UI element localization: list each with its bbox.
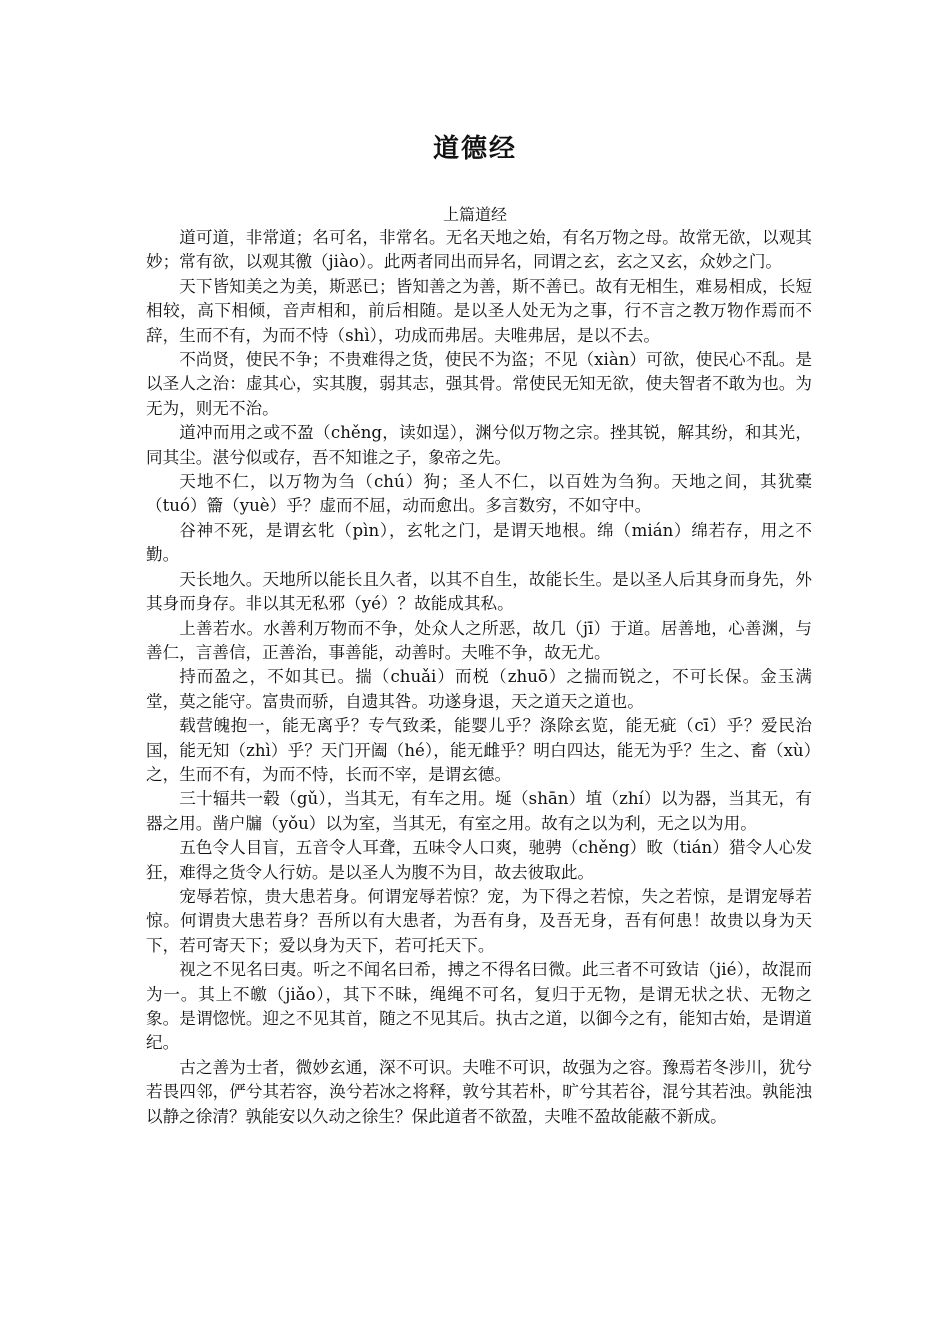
document-body	[146, 226, 812, 1129]
chapter-10-paragraph: 载营魄抱一，能无离乎？专气致柔，能婴儿乎？涤除玄览，能无疵（cī）乎？爱民治国，能无知（zhì）乎？天门开阖（hé），能无雌乎？明白四达，能无为乎？生之、畜（xù）之，生而不有，为而不恃，长而不宰，是谓玄德。	[146, 716, 812, 784]
chapter-8-paragraph: 上善若水。水善利万物而不争，处众人之所恶，故几（jī）于道。居善地，心善渊，与善仁，言善信，正善治，事善能，动善时。夫唯不争，故无尤。	[146, 618, 812, 662]
chapter-6-paragraph: 谷神不死，是谓玄牝（pìn），玄牝之门，是谓天地根。绵（mián）绵若存，用之不勤。	[146, 520, 812, 565]
section-heading: 上篇道经	[442, 205, 507, 224]
chapter-1-paragraph: 道可道，非常道；名可名，非常名。无名天地之始，有名万物之母。故常无欲，以观其妙；常有欲，以观其徼（jiào）。此两者同出而异名，同谓之玄，玄之又玄，众妙之门。	[146, 228, 812, 272]
chapter-11-paragraph: 三十辐共一毂（gǔ），当其无，有车之用。埏（shān）埴（zhí）以为器，当其无，有器之用。凿户牖（yǒu）以为室，当其无，有室之用。故有之以为利，无之以为用。	[146, 789, 812, 833]
chapter-13-paragraph: 宠辱若惊，贵大患若身。何谓宠辱若惊？宠，为下得之若惊，失之若惊，是谓宠辱若惊。何谓贵大患若身？吾所以有大患者，为吾有身，及吾无身，吾有何患！故贵以身为天下，若可寄天下；爱以身为天下，若可托天下。	[146, 886, 812, 955]
chapter-7-paragraph: 天长地久。天地所以能长且久者，以其不自生，故能长生。是以圣人后其身而身先，外其身而身存。非以其无私邪（yé）？故能成其私。	[146, 569, 812, 614]
document-title: 道德经	[432, 134, 517, 164]
chapter-9-paragraph: 持而盈之，不如其已。揣（chuǎi）而棁（zhuō）之揣而锐之，不可长保。金玉满堂，莫之能守。富贵而骄，自遗其咎。功遂身退，天之道天之道也。	[146, 667, 812, 711]
chapter-4-paragraph: 道冲而用之或不盈（chěng，读如逞），渊兮似万物之宗。挫其锐，解其纷，和其光，同其尘。湛兮似或存，吾不知谁之子，象帝之先。	[146, 423, 812, 467]
chapter-5-paragraph: 天地不仁，以万物为刍（chú）狗；圣人不仁，以百姓为刍狗。天地之间，其犹橐（tuó）籥（yuè）乎？虚而不屈，动而愈出。多言数穷，不如守中。	[146, 472, 812, 516]
chapter-3-paragraph: 不尚贤，使民不争；不贵难得之货，使民不为盗；不见（xiàn）可欲，使民心不乱。是以圣人之治：虚其心，实其腹，弱其志，强其骨。常使民无知无欲，使夫智者不敢为也。为无为，则无不治。	[146, 350, 812, 418]
chapter-2-paragraph: 天下皆知美之为美，斯恶已；皆知善之为善，斯不善已。故有无相生，难易相成，长短相较，高下相倾，音声相和，前后相随。是以圣人处无为之事，行不言之教万物作焉而不辞，生而不有，为而不恃（shì），功成而弗居。夫唯弗居，是以不去。	[146, 276, 812, 345]
chapter-15-paragraph: 古之善为士者，微妙玄通，深不可识。夫唯不可识，故强为之容。豫焉若冬涉川，犹兮若畏四邻，俨兮其若容，涣兮若冰之将释，敦兮其若朴，旷兮其若谷，混兮其若浊。孰能浊以静之徐清？孰能安以久动之徐生？保此道者不欲盈，夫唯不盈故能蔽不新成。	[146, 1057, 812, 1126]
chapter-12-paragraph: 五色令人目盲，五音令人耳聋，五味令人口爽，驰骋（chěng）畋（tián）猎令人心发狂，难得之货令人行妨。是以圣人为腹不为目，故去彼取此。	[146, 838, 812, 882]
chapter-14-paragraph: 视之不见名曰夷。听之不闻名曰希，搏之不得名曰微。此三者不可致诘（jié），故混而为一。其上不皦（jiǎo），其下不昧，绳绳不可名，复归于无物，是谓无状之状、无物之象。是谓惚恍。迎之不见其首，随之不见其后。执古之道，以御今之有，能知古始，是谓道纪。	[146, 960, 812, 1053]
